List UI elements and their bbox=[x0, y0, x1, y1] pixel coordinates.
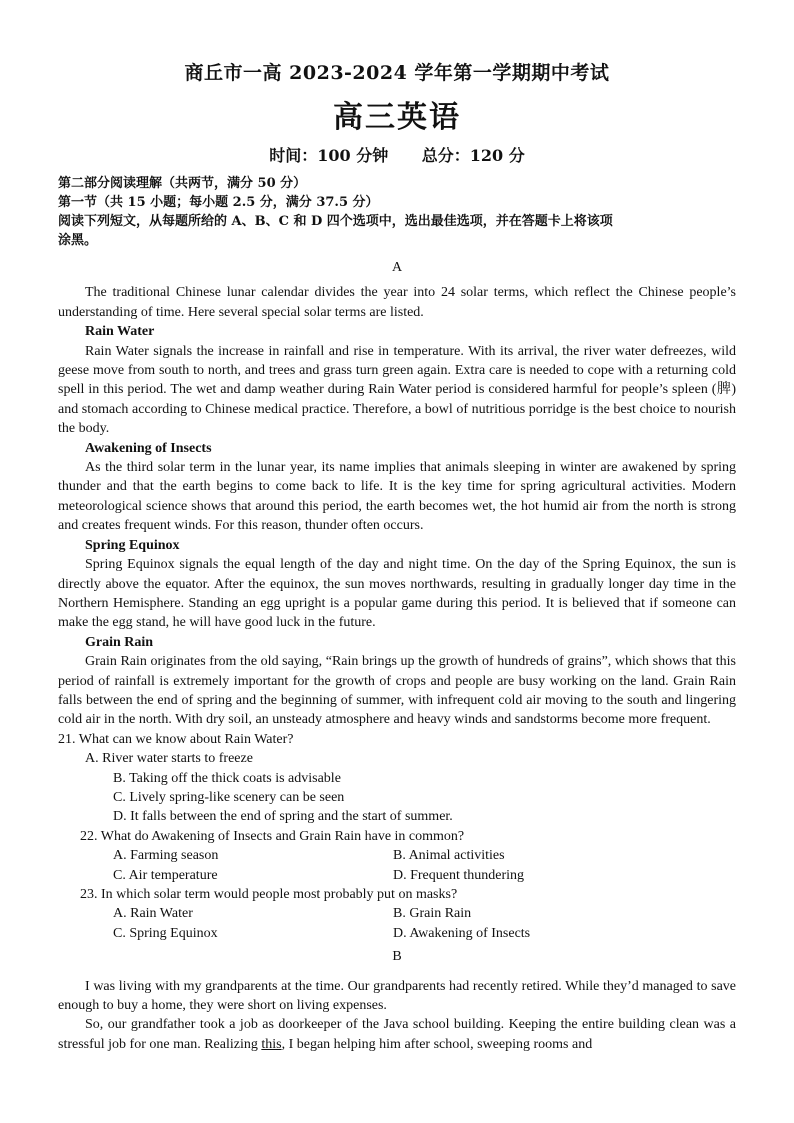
passage-b-paragraph-2: So, our grandfather took a job as doorkeeper of the Java school building. Keeping the entire building clean was a stressful job for one man. Realizing this, I began helping him after school, sweeping rooms and bbox=[58, 1017, 736, 1052]
section-text-grain-rain: Grain Rain originates from the old saying, “Rain brings up the growth of hundreds of grains”, which shows that this period of rainfall is extremely important for the growth of crops and people are busy working on the land. Grain Rain falls between the end of spring and the beginning of summer, with infrequent cold air moving to the south and lingering cold air in the north. With dry soil, an unsteady atmosphere and heavy winds and sandstorms become more frequent. bbox=[58, 654, 736, 728]
question-22 bbox=[58, 827, 736, 885]
option-d: D. Awakening of Insects bbox=[393, 925, 531, 941]
part-heading: 第二部分阅读理解（共两节，满分 50 分） bbox=[58, 176, 307, 191]
option-d: D. It falls between the end of spring and the start of summer. bbox=[113, 809, 453, 825]
section-text-awakening-of-insects: As the third solar term in the lunar year, its name implies that animals sleeping in winter are awakened by spring thunder and that the earth begins to come back to life. It is the key time for spring agricultural activities. Modern meteorological science shows that around this period, the earth becomes wet, the hot humid air from the north is strong and creates frequent winds. For this reason, thunder often occurs. bbox=[58, 460, 736, 534]
option-a: A. Rain Water bbox=[113, 906, 193, 922]
exam-meta bbox=[0, 143, 794, 166]
section-heading: 第一节（共 15 小题；每小题 2.5 分，满分 37.5 分） bbox=[58, 195, 379, 210]
question-23 bbox=[58, 885, 736, 943]
directions-line-1: 阅读下列短文，从每题所给的 A、B、C 和 D 四个选项中，选出最佳选项，并在答题卡上将该项 bbox=[58, 214, 613, 229]
option-a: A. Farming season bbox=[113, 848, 219, 864]
underlined-word: this bbox=[261, 1036, 282, 1052]
question-stem: 22. What do Awakening of Insects and Grain Rain have in common? bbox=[80, 828, 465, 844]
passage-b-paragraph-1: I was living with my grandparents at the time. Our grandparents had recently retired. While they’d managed to save enough to buy a home, they were short on living expenses. bbox=[58, 978, 736, 1014]
section-heading-spring-equinox: Spring Equinox bbox=[85, 537, 180, 553]
option-c: C. Lively spring-like scenery can be seen bbox=[113, 789, 345, 805]
option-a: A. River water starts to freeze bbox=[85, 751, 253, 767]
passage-a-label: A bbox=[391, 260, 403, 275]
option-c: C. Spring Equinox bbox=[113, 925, 218, 941]
question-21 bbox=[58, 730, 736, 827]
question-stem: 23. In which solar term would people most probably put on masks? bbox=[80, 887, 458, 902]
reading-body bbox=[58, 258, 736, 1054]
exam-title: 商丘市一高 2023-2024 学年第一学期期中考试 bbox=[184, 62, 610, 84]
directions-line-2: 涂黑。 bbox=[58, 233, 98, 248]
passage-b-label: B bbox=[392, 949, 402, 965]
option-b: B. Grain Rain bbox=[393, 906, 472, 922]
total-score: 总分：120 分 bbox=[421, 146, 525, 165]
question-stem: 21. What can we know about Rain Water? bbox=[58, 731, 294, 747]
option-d: D. Frequent thundering bbox=[393, 867, 525, 883]
section-text-spring-equinox: Spring Equinox signals the equal length of the day and night time. On the day of the Spring Equinox, the sun is directly above the equator. After the equinox, the sun moves northwards, resulting in gradually longer day time in the Northern Hemisphere. Standing an egg upright is a popular game during this period. It is believed that if someone can make the egg stand, he will have good luck in the future. bbox=[58, 557, 736, 631]
section-heading-grain-rain: Grain Rain bbox=[85, 634, 154, 650]
option-c: C. Air temperature bbox=[113, 867, 218, 883]
option-b: B. Taking off the thick coats is advisable bbox=[113, 770, 341, 786]
section-heading-rain-water: Rain Water bbox=[85, 324, 155, 340]
option-b: B. Animal activities bbox=[393, 848, 505, 864]
passage-a-intro: The traditional Chinese lunar calendar divides the year into 24 solar terms, which reflect the Chinese people’s understanding of time. Here several special solar terms are listed. bbox=[58, 285, 736, 320]
section-text-rain-water: Rain Water signals the increase in rainfall and rise in temperature. With its arrival, the river water defreezes, wild geese move from south to north, and trees and grass turn green again. Extra care is needed to cope with a returning cold spell in this period. The wet and damp weather during Rain Water period is considered harmful for people’s spleen (脾) and stomach according to Chinese medical practice. Therefore, a bowl of nutritious porridge is the best choice to nourish the body. bbox=[58, 343, 736, 437]
section-heading-awakening-of-insects: Awakening of Insects bbox=[85, 440, 212, 456]
time-limit: 时间：100 分钟 bbox=[269, 146, 389, 165]
subject-title: 高三英语 bbox=[333, 100, 461, 135]
